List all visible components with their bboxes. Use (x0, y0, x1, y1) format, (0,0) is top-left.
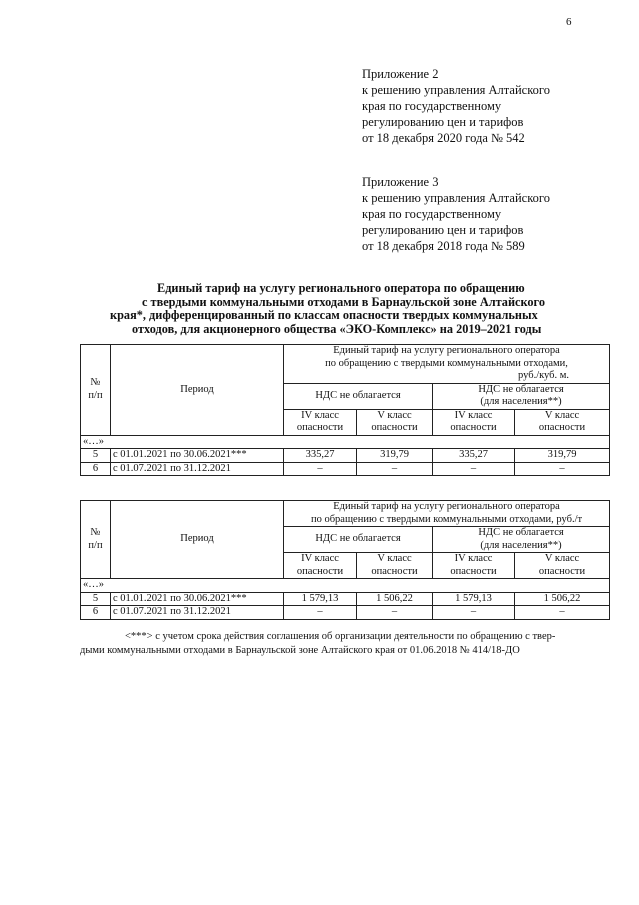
row-value: – (284, 606, 357, 620)
row-num: 5 (81, 592, 111, 606)
tariff-table-per-m3 (80, 344, 610, 476)
class-iv-line: опасности (296, 422, 344, 433)
row-period: с 01.07.2021 по 31.12.2021 (111, 606, 284, 620)
row-value: – (515, 462, 610, 476)
row-value: – (433, 606, 515, 620)
header-num-text: № п/п (88, 377, 103, 401)
header-class-iv (284, 553, 357, 579)
class-v-line: V класс (544, 553, 580, 564)
tariff-table-per-ton (80, 500, 610, 620)
appendix-3-caption (362, 174, 550, 254)
class-iv-line: опасности (450, 565, 497, 577)
table-row (81, 449, 610, 463)
header-class-v (357, 409, 433, 435)
class-v-line: опасности (538, 565, 586, 577)
appendix-3-line: края по государственному (362, 207, 502, 221)
row-value: 319,79 (357, 449, 433, 463)
row-value: – (357, 606, 433, 620)
header-tariff-line: Единый тариф на услугу регионального оператора (333, 345, 560, 356)
class-iv-line: IV класс (301, 553, 339, 564)
row-value: 335,27 (284, 449, 357, 463)
appendix-2-line: края по государственному (362, 99, 502, 113)
ellipsis-cell: «…» (81, 435, 610, 449)
row-value: 319,79 (515, 449, 610, 463)
class-iv-line: опасности (296, 565, 344, 577)
row-value: 1 579,13 (433, 592, 515, 606)
row-value: 335,27 (433, 449, 515, 463)
row-period: с 01.07.2021 по 31.12.2021 (111, 462, 284, 476)
class-iv-line: IV класс (301, 409, 339, 421)
header-vat-exempt: НДС не облагается (284, 527, 433, 553)
page-number: 6 (566, 16, 572, 28)
row-value: 1 506,22 (515, 592, 610, 606)
class-iv-line: IV класс (454, 553, 493, 564)
header-vat-line: (для населения**) (480, 396, 562, 407)
appendix-3-line: регулированию цен и тарифов (362, 223, 524, 237)
header-vat-line: НДС не облагается (478, 383, 564, 395)
class-v-line: опасности (371, 565, 418, 577)
class-v-line: опасности (371, 422, 418, 433)
table-row (81, 462, 610, 476)
title-line: с твердыми коммунальными отходами в Барнаульской зоне Алтайского (142, 294, 545, 309)
class-iv-line: опасности (450, 422, 497, 433)
header-vat-exempt-pop (433, 527, 610, 553)
class-v-line: V класс (377, 553, 412, 564)
header-vat-line: НДС не облагается (478, 527, 564, 538)
row-num: 6 (81, 606, 111, 620)
title-line: края*, дифференцированный по классам опасности твердых коммунальных (110, 308, 538, 322)
appendix-2-line: от 18 декабря 2020 года № 542 (362, 131, 525, 145)
class-v-line: опасности (538, 422, 586, 433)
header-class-iv (284, 409, 357, 435)
appendix-2-caption (362, 66, 550, 146)
header-class-v (515, 409, 610, 435)
document-title (80, 282, 635, 336)
class-v-line: V класс (377, 409, 412, 421)
row-num: 5 (81, 449, 111, 463)
header-period: Период (111, 345, 284, 436)
header-vat-exempt: НДС не облагается (284, 383, 433, 409)
table-row-ellipsis (81, 435, 610, 449)
header-tariff-line: Единый тариф на услугу регионального оператора (333, 501, 560, 512)
appendix-3-line: к решению управления Алтайского (362, 191, 550, 205)
header-tariff-line: руб./куб. м. (518, 370, 570, 381)
row-value: 1 579,13 (284, 592, 357, 606)
appendix-2-line: к решению управления Алтайского (362, 83, 550, 97)
row-value: – (433, 462, 515, 476)
row-value: 1 506,22 (357, 592, 433, 606)
row-value: – (284, 462, 357, 476)
header-num (81, 345, 111, 436)
header-class-v (515, 553, 610, 579)
ellipsis-cell: «…» (81, 579, 610, 593)
class-iv-line: IV класс (454, 409, 493, 421)
header-num (81, 501, 111, 579)
footnote (80, 630, 615, 658)
header-vat-line: (для населения**) (480, 539, 562, 551)
header-vat-exempt-pop (433, 383, 610, 409)
header-tariff-line: по обращению с твердыми коммунальными отходами, руб./т (310, 513, 583, 525)
row-value: – (515, 606, 610, 620)
table-row (81, 592, 610, 606)
footnote-line: дыми коммунальными отходами в Барнаульской зоне Алтайского края от 01.06.2018 № 414/18-ДО (80, 645, 520, 656)
row-period: с 01.01.2021 по 30.06.2021*** (111, 592, 284, 606)
header-class-iv (433, 409, 515, 435)
appendix-2-line: Приложение 2 (362, 67, 439, 81)
appendix-2-line: регулированию цен и тарифов (362, 115, 524, 129)
class-v-line: V класс (544, 409, 580, 421)
header-tariff-line: по обращению с твердыми коммунальными отходами, (325, 357, 568, 369)
title-line: Единый тариф на услугу регионального оператора по обращению (157, 281, 525, 295)
row-value: – (357, 462, 433, 476)
header-tariff (284, 501, 610, 527)
row-period: с 01.01.2021 по 30.06.2021*** (111, 449, 284, 463)
table-row (81, 606, 610, 620)
appendix-3-line: от 18 декабря 2018 года № 589 (362, 239, 525, 253)
appendix-3-line: Приложение 3 (362, 175, 439, 189)
header-num-text: № п/п (88, 527, 103, 551)
row-num: 6 (81, 462, 111, 476)
title-line: отходов, для акционерного общества «ЭКО-Комплекс» на 2019–2021 годы (132, 321, 542, 336)
header-tariff (284, 345, 610, 384)
header-class-iv (433, 553, 515, 579)
table-row-ellipsis (81, 579, 610, 593)
footnote-line: <***> с учетом срока действия соглашения об организации деятельности по обращению с твер- (125, 631, 556, 642)
header-period: Период (111, 501, 284, 579)
header-class-v (357, 553, 433, 579)
